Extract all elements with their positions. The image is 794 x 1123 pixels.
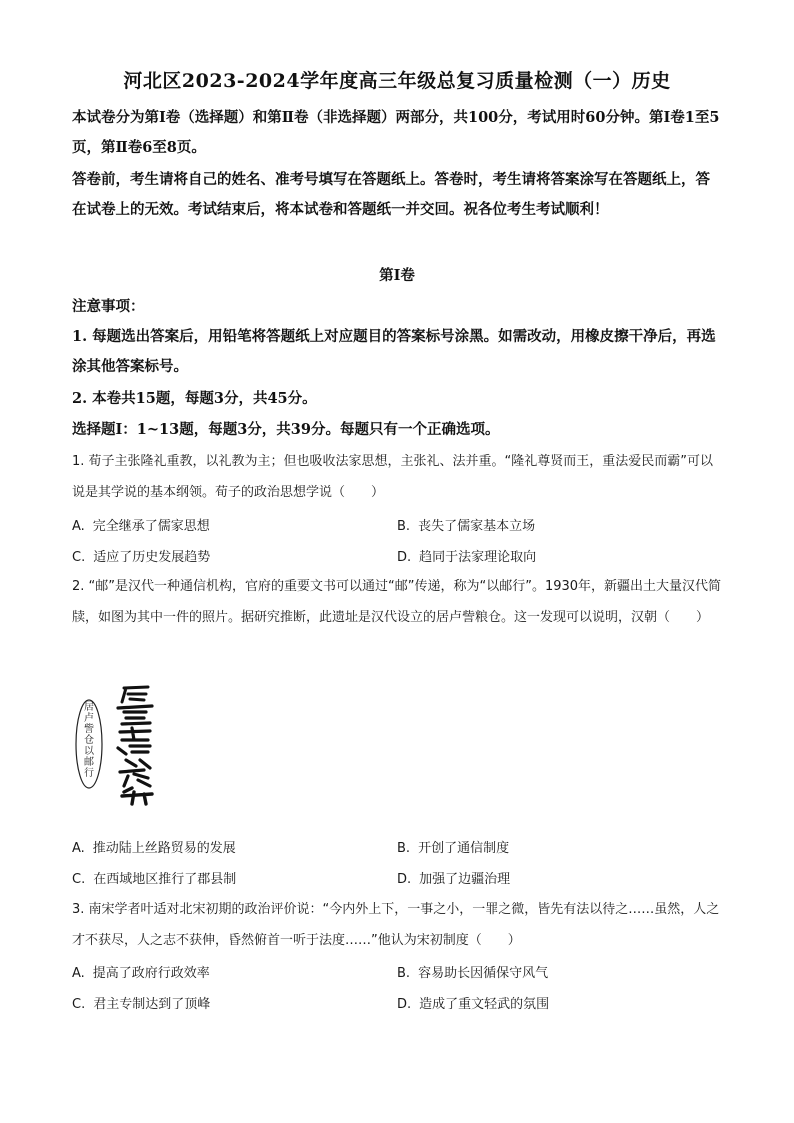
question-3-option-b[interactable]: B. 容易助长因循保守风气: [397, 966, 549, 981]
question-3-option-c[interactable]: C. 君主专制达到了顶峰: [72, 997, 211, 1012]
question-1-stem: 1. 荀子主张隆礼重教，以礼教为主；但也吸收法家思想，主张礼、法并重。“隆礼尊贤而王，重法爱民而霸”可以说是其学说的基本纲领。荀子的政治思想学说（ ）: [72, 454, 714, 500]
question-1-option-a[interactable]: A. 完全继承了儒家思想: [72, 519, 210, 534]
exam-instructions: 答卷前，考生请将自己的姓名、准考号填写在答题纸上。答卷时，考生请将答案涂写在答题纸上，答在试卷上的无效。考试结束后，将本试卷和答题纸一并交回。祝各位考生考试顺利！: [72, 171, 710, 218]
bamboo-slip-image: [74, 682, 164, 806]
question-3-stem: 3. 南宋学者叶适对北宋初期的政治评价说：“今内外上下，一事之小，一罪之微，皆先有法以待之……虽然，人之才不获尽，人之志不获伸，昏然俯首一听于法度……”他认为宋初制度（ ）: [72, 902, 720, 948]
question-2-option-b[interactable]: B. 开创了通信制度: [397, 841, 510, 856]
notes-heading: 注意事项：: [72, 298, 145, 315]
question-2-option-a[interactable]: A. 推动陆上丝路贸易的发展: [72, 841, 236, 856]
question-3-option-d[interactable]: D. 造成了重文轻武的氛围: [397, 997, 550, 1012]
question-2-stem: 2. “邮”是汉代一种通信机构，官府的重要文书可以通过“邮”传递，称为“以邮行”。1930年，新疆出土大量汉代简牍，如图为其中一件的照片。据研究推断，此遗址是汉代设立的居卢訾粮仓。这一发现可以说明，汉朝（ ）: [72, 579, 722, 625]
figure-caption: 居卢訾仓以邮行: [84, 702, 94, 779]
question-1-option-d[interactable]: D. 趋同于法家理论取向: [397, 550, 537, 565]
note-2: 2. 本卷共15题，每题3分，共45分。: [72, 390, 317, 407]
question-2-option-d[interactable]: D. 加强了边疆治理: [397, 872, 511, 887]
question-3-option-a[interactable]: A. 提高了政府行政效率: [72, 966, 210, 981]
section-title: 第Ⅰ卷: [379, 267, 415, 284]
choice-section-heading: 选择题Ⅰ：1~13题，每题3分，共39分。每题只有一个正确选项。: [72, 421, 500, 438]
exam-title: 河北区2023-2024学年度高三年级总复习质量检测（一）历史: [123, 70, 671, 92]
han-bamboo-slip-figure: [74, 682, 164, 806]
question-2-option-c[interactable]: C. 在西域地区推行了郡县制: [72, 872, 237, 887]
note-1: 1. 每题选出答案后，用铅笔将答题纸上对应题目的答案标号涂黑。如需改动，用橡皮擦干净后，再选涂其他答案标号。: [72, 328, 716, 375]
exam-intro: 本试卷分为第Ⅰ卷（选择题）和第Ⅱ卷（非选择题）两部分，共100分，考试用时60分钟。第Ⅰ卷1至5页，第Ⅱ卷6至8页。: [72, 109, 720, 156]
question-1-option-b[interactable]: B. 丧失了儒家基本立场: [397, 519, 536, 534]
question-1-option-c[interactable]: C. 适应了历史发展趋势: [72, 550, 211, 565]
